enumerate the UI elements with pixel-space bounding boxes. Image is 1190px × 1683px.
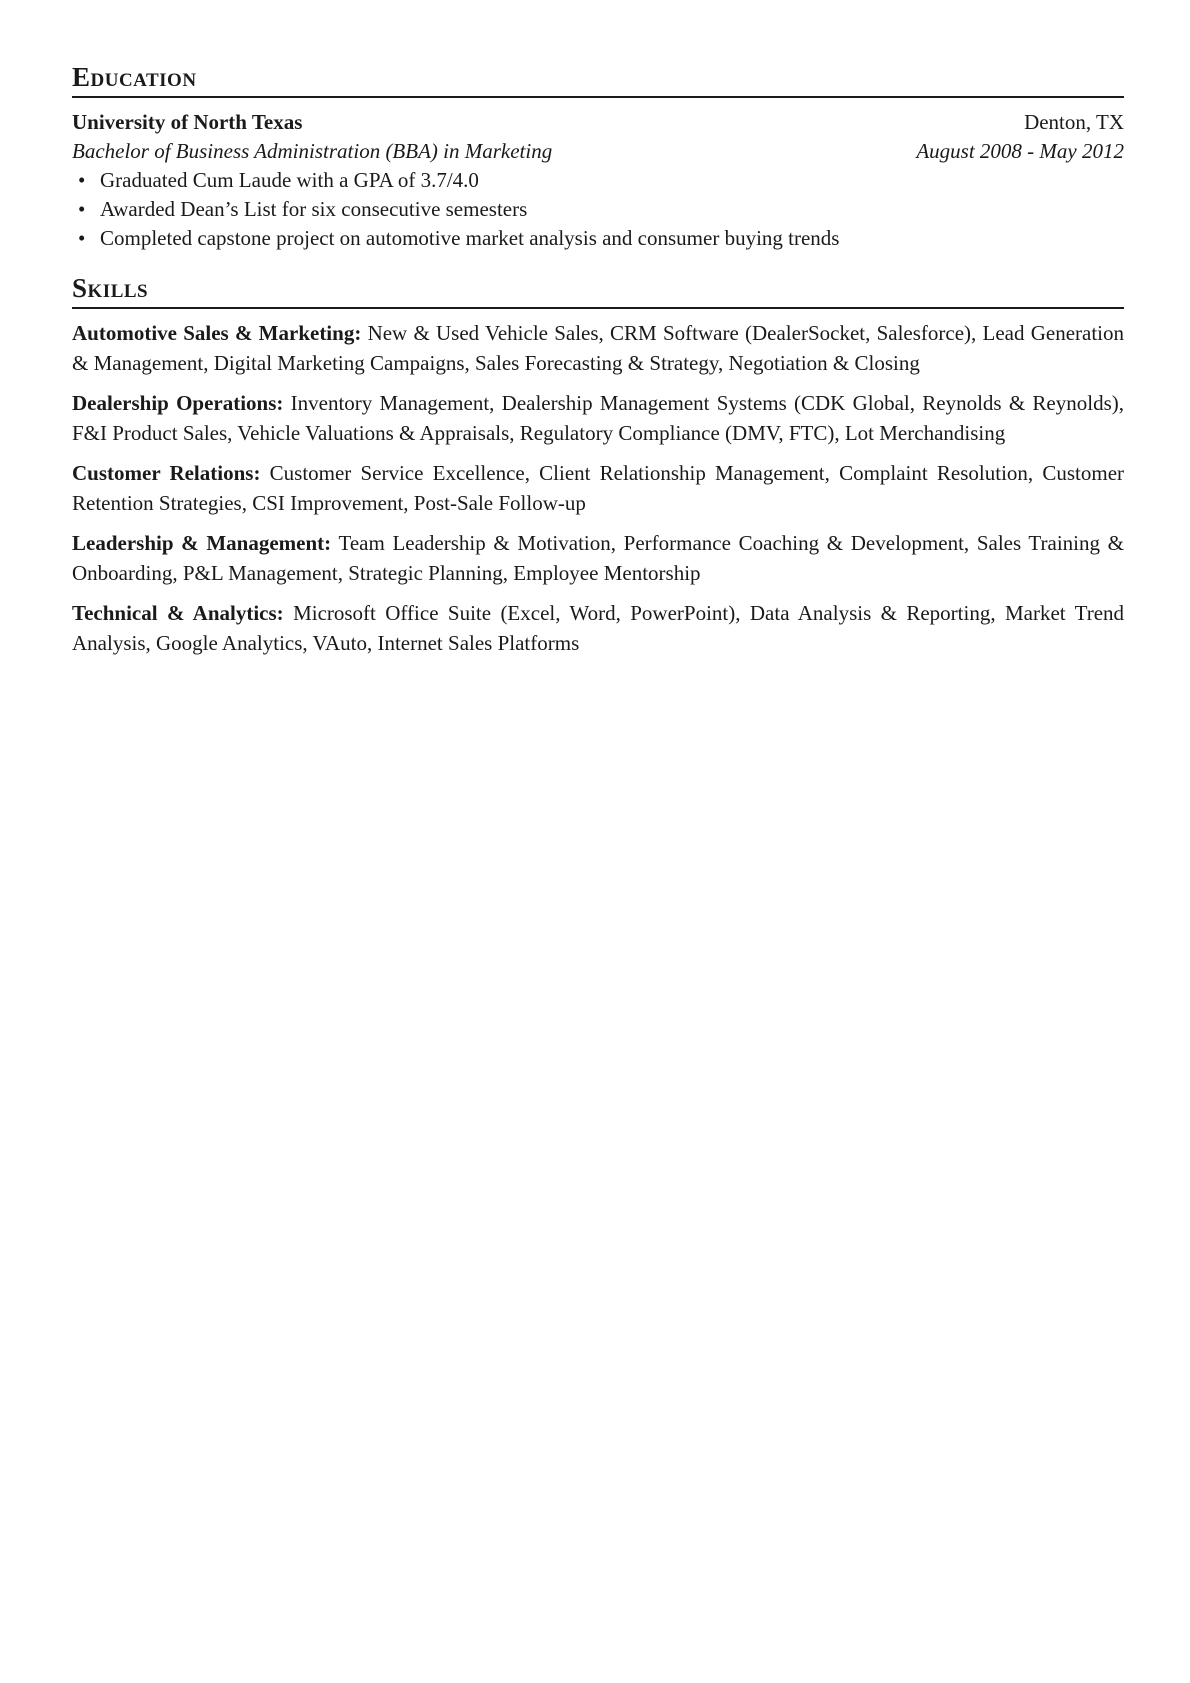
skill-label: Customer Relations: [72,461,261,485]
resume-page [72,60,1124,676]
school-name: University of North Texas [72,110,303,134]
skill-text: Inventory Management, Dealership Management Systems (CDK Global, Reynolds & Reynolds), F&I Product Sales, Vehicle Valuations & Appraisals, Regulatory Compliance (DMV, FTC), Lot Merchandising [72,391,1124,445]
school-row [72,108,1124,137]
list-item-text: Graduated Cum Laude with a GPA of 3.7/4.0 [100,168,479,192]
skill-text: Microsoft Office Suite (Excel, Word, PowerPoint), Data Analysis & Reporting, Market Trend Analysis, Google Analytics, VAuto, Internet Sales Platforms [72,601,1125,655]
education-heading: Education [72,60,1124,98]
degree-row [72,137,1124,166]
education-bullets [72,166,1124,253]
skills-heading: Skills [72,271,1124,309]
skill-text: Team Leadership & Motivation, Performance Coaching & Development, Sales Training & Onboarding, P&L Management, Strategic Planning, Employee Mentorship [72,531,1125,585]
skill-label: Dealership Operations: [72,391,284,415]
education-section [72,60,1124,253]
list-item [72,166,1124,195]
bullet-icon: • [78,226,86,250]
skill-leadership-management [72,529,1124,588]
bullet-icon: • [78,168,86,192]
skill-technical-analytics [72,599,1124,658]
list-item [72,195,1124,224]
skills-section [72,271,1124,658]
list-item [72,224,1124,253]
bullet-icon: • [78,197,86,221]
degree-name: Bachelor of Business Administration (BBA) in Marketing [72,139,553,163]
skill-dealership-operations [72,389,1124,448]
list-item-text: Awarded Dean’s List for six consecutive semesters [100,197,528,221]
degree-dates: August 2008 - May 2012 [916,139,1124,163]
skill-customer-relations [72,459,1124,518]
skill-text: New & Used Vehicle Sales, CRM Software (DealerSocket, Salesforce), Lead Generation & Management, Digital Marketing Campaigns, Sales Forecasting & Strategy, Negotiation & Closing [72,321,1125,375]
skill-label: Leadership & Management: [72,531,332,555]
skill-label: Technical & Analytics: [72,601,284,625]
skill-label: Automotive Sales & Marketing: [72,321,362,345]
school-location: Denton, TX [1024,110,1124,134]
skill-text: Customer Service Excellence, Client Relationship Management, Complaint Resolution, Customer Retention Strategies, CSI Improvement, Post-Sale Follow-up [72,461,1125,515]
skill-automotive-sales [72,319,1124,378]
list-item-text: Completed capstone project on automotive market analysis and consumer buying trends [100,226,840,250]
